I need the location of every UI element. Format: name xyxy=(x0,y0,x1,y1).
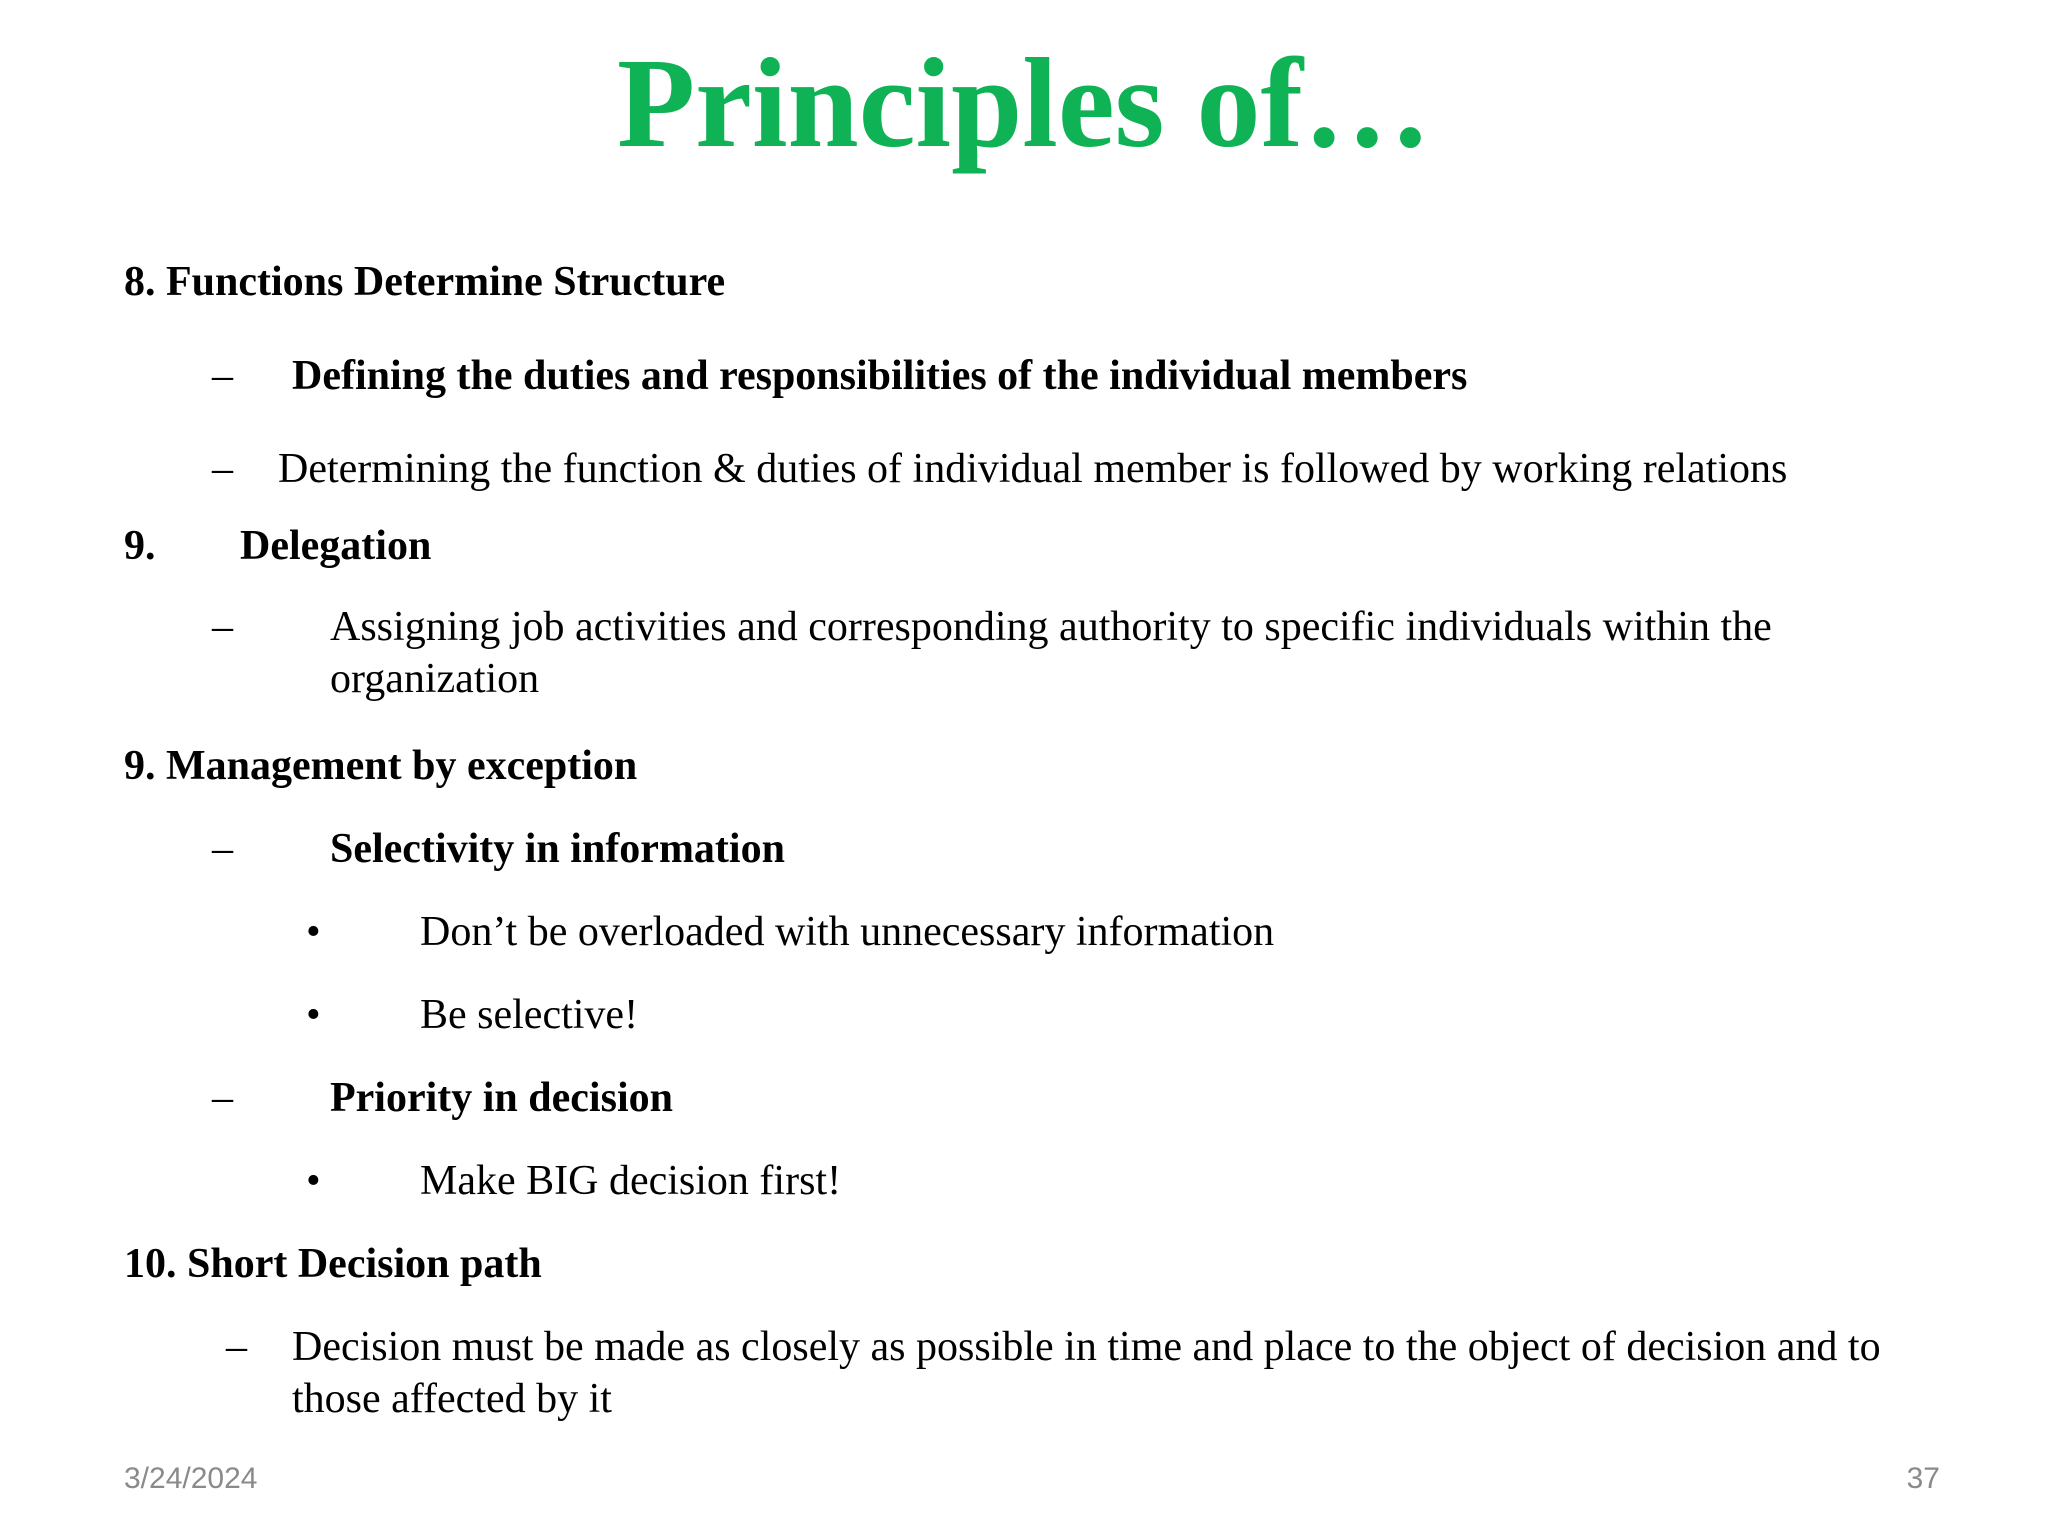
section-heading-functions xyxy=(124,256,725,308)
dash-marker: – xyxy=(212,826,233,872)
footer-date: 3/24/2024 xyxy=(124,1462,258,1495)
dash-marker: – xyxy=(212,604,233,650)
section-number: 8. xyxy=(124,259,156,305)
section-heading-text: Functions Determine Structure xyxy=(166,259,726,305)
subitem-priority-decision: Priority in decision xyxy=(330,1075,673,1121)
bullet-make-big-decision: Make BIG decision first! xyxy=(420,1158,842,1204)
section-heading-management-exception xyxy=(124,740,637,792)
subitem-assigning-activities: Assigning job activities and corresponding authority to specific individuals within the organization xyxy=(330,604,1772,702)
bullet-marker: • xyxy=(306,909,321,955)
section-number: 9. xyxy=(124,523,156,569)
section-heading-text: Management by exception xyxy=(166,743,638,789)
subitem-selectivity: Selectivity in information xyxy=(330,826,785,872)
dash-marker: – xyxy=(212,353,233,399)
section-number: 9. xyxy=(124,743,156,789)
section-heading-short-decision-path xyxy=(124,1238,542,1290)
dash-marker: – xyxy=(212,446,233,492)
slide-title: Principles of… xyxy=(616,32,1432,174)
subitem-defining-duties: Defining the duties and responsibilities of the individual members xyxy=(292,353,1468,399)
bullet-marker: • xyxy=(306,1158,321,1204)
bullet-dont-be-overloaded: Don’t be overloaded with unnecessary information xyxy=(420,909,1275,955)
dash-marker: – xyxy=(212,1075,233,1121)
section-heading-delegation: Delegation xyxy=(240,523,432,569)
section-number: 10. xyxy=(124,1241,177,1287)
dash-marker: – xyxy=(226,1324,247,1370)
bullet-be-selective: Be selective! xyxy=(420,992,639,1038)
subitem-determining-function: Determining the function & duties of individual member is followed by working relations xyxy=(278,446,1788,492)
subitem-decision-closely: Decision must be made as closely as possible in time and place to the object of decision and to those affected by it xyxy=(292,1324,1881,1422)
footer-page-number: 37 xyxy=(1906,1462,1940,1495)
section-heading-text: Short Decision path xyxy=(187,1241,542,1287)
bullet-marker: • xyxy=(306,992,321,1038)
